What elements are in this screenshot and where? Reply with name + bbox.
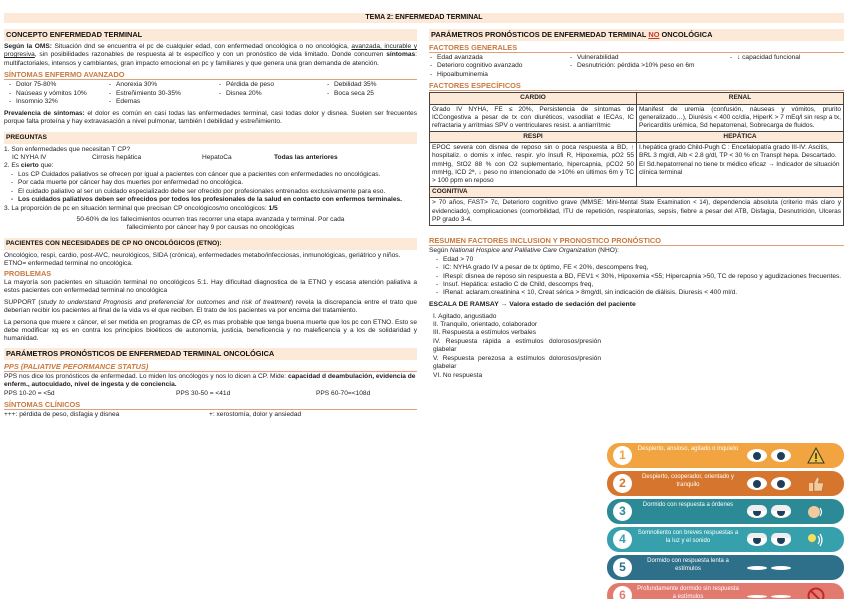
eyes-closed-icon	[747, 561, 791, 574]
pps-text: PPS nos dice los pronósticos de enfermedad. Lo miden los oncólogos y nos lo dicen a CP. Mide: capacidad d deambulación, evidencia de enferm., autocuidado, nivel de ingesta y de conciencia.	[4, 372, 416, 389]
ramsay-list: I. Agitado, angustiado II. Tranquilo, orientado, colaborador III. Respuesta a estímulos verbales IV. Respuesta rápida a estímulos dolorosos/presión glabelar V. Respuesta perezosa a estímulos dolorosos/presión glabelar VI. No respuesta	[433, 312, 601, 379]
sintomas-grid: - Dolor 75-80% - Naúseas y vómitos 10% - Insomnio 32% - Anorexia 30% - Estreñimiento 30-35% - Edemas - Pérdida de peso - Disnea 20% - Debilidad 35% - Boca seca 25	[4, 81, 417, 106]
resumen-heading: RESUMEN FACTORES INCLUSION Y PRONOSTICO PRONÓSTICO	[429, 236, 844, 246]
ramsay-level: 5 Dormido con respuesta lenta a estímulos	[607, 555, 844, 580]
factores-table	[429, 92, 844, 226]
resumen-list: - Edad > 70 - IC: NYHA grado IV a pesar de tx óptimo, FE < 20%, descompens freq, - IRespi: disnea de reposo sin respuesta a BD, FEV1 < 30%, Hipoxemia <55; Hipercapnia >50, TC de reposo y agudizaciones frecuentes. - Insuf. Hepática: estadio C de Child, descomps freq, - IRenal: aclaram.creatinina < 10, Creat sérica > 8mg/dl, sin indicación de diálisis. Diuresis < 400 ml/d.	[429, 256, 844, 298]
problemas-3: La persona que muere x cáncer, el ser metida en programas de CP, es mas probable que tenga buena muerte que los pc con ETNO. Esto se debe modificar xq es en contra los principios bioéticos de autonomía, justicia, beneficencia y no maleficencia y a los de solidaridad y humanidad.	[4, 318, 417, 343]
concepto-heading: CONCEPTO ENFERMEDAD TERMINAL	[4, 29, 417, 41]
q1-options: IC NYHA IV Cirrosis hepática HepatoCa Todas las anteriores	[12, 153, 338, 161]
pps-values: PPS 10-20 = <5d PPS 30-50 = <41d PPS 60-70=<108d	[4, 389, 371, 397]
ramsay-level: 6 Profundamente dormido sin respuesta a estímulos	[607, 583, 844, 599]
renal-header: RENAL	[637, 93, 844, 104]
light-sound-icon	[807, 531, 825, 549]
clinicos-heading: SÍNTOMAS CLÍNICOS	[4, 400, 417, 410]
clinicos-values: +++: pérdida de peso, disfagia y disnea +: xerostomía, dolor y ansiedad	[4, 411, 302, 419]
cardio-cell: Grado IV NYHA, FE ≤ 20%, Persistencia de síntomas de ICCongestiva a pesar de tx con diuréticos, vasodilat e IECAs, IC refractaria y arritmias SPV o ventriculares resist. a antiarrítmic	[430, 104, 637, 132]
respi-header: RESPI	[430, 132, 637, 143]
cog-cell: > 70 años, FAST> 7c, Deterioro cognitivo grave (MMSE: Mini-Mental State Examination < 14), dependencia absoluta (criterio más claro y evidenciado), complicaciones (comorbilidad, ITU de repetición, respiratorias, sepsis, fiebre a pesar del ATB, Disfagia, Desnutrición, Ulceras PP grado 3-4.	[430, 198, 844, 226]
problemas-2: SUPPORT (study to understand Prognosis and preferencial for outcomes and risk of treatment) revela la discrepancia entre el trato que deberían recibir los pacientes al final de la vida vs el que reciben. El trato de los pacientes va por encima del tratamiento.	[4, 298, 417, 315]
param-heading: PARÁMETROS PRONÓSTICOS DE ENFERMEDAD TERMINAL NO ONCOLÓGICA	[429, 29, 844, 41]
preguntas-heading: PREGUNTAS	[4, 132, 417, 144]
concepto-text: Según la OMS: Situación dnd se encuentra el pc de cualquier edad, con enfermedad oncológica o no oncológica, avanzada, incurable y progresiva, sin posibilidades razonables de respuesta al tx específico y con un pronóstico de vida limitado. Donde concurren síntomas: multifactoriales, intensos y cambiantes, gran impacto emocional en pc y familiares y que genera una gran demanda de atención.	[4, 43, 417, 67]
fg-heading: FACTORES GENERALES	[429, 43, 844, 53]
q3-note-1: 50-60% de los fallecimientos ocurren tras recorrer una etapa avanzada y terminal. Por cada	[76, 216, 345, 223]
etno-text: Oncológico, respi, cardio, post-AVC, neurológicos, SIDA (crónica), enfermedades metabo/infecciosas, inmunológicas, geriátrico y niños. ETNO= enfermedad terminal no oncológica.	[4, 251, 401, 268]
cardio-header: CARDIO	[430, 93, 637, 104]
ramsay-heading: ESCALA DE RAMSAY → Valora estado de sedación del paciente	[429, 300, 636, 308]
respi-cell: EPOC severa con disnea de reposo sin o poca respuesta a BD, ↑ hospitaliz. o domis x infec. respir. y/o Insufi R, Hipoxemia, pO2 55 mmHg, StO2 88 % con O2 suplementario, hipercapnia, pCO2 50 mmHg, ICD 2ª, ↓ peso no intencionado de >10% en últimos 6m y TC > 100 ppm en reposo	[430, 143, 637, 187]
q3-note-2: fallecimiento por cáncer hay 9 por causas no oncológicas	[126, 224, 295, 232]
problemas-heading: PROBLEMAS	[4, 268, 52, 278]
ramsay-level: 1 Despierto, ansioso, agitado o inquieto	[607, 443, 844, 468]
hep-header: HEPÁTICA	[637, 132, 844, 143]
speech-icon	[807, 503, 825, 521]
eyes-closed-icon	[747, 589, 791, 599]
eyes-half-closed-icon	[747, 505, 791, 518]
q2: 2. Es cierto que:	[4, 162, 54, 170]
renal-cell: Manifest de uremia (confusión, náuseas y vómitos, prurito generalizado…), Diurésis < 400 cc/día, HiperK > 7 mEq/l sin resp a tx, Pericarditis urémica, Sd hepatorrenal, Sobrecarga de fluidos.	[637, 104, 844, 132]
fe-heading: FACTORES ESPECÍFICOS	[429, 81, 844, 91]
hep-cell: I.hepática grado Child-Pugh C : Encefalopatía grado III-IV: Ascitis, BRL 3 mg/dl, Alb < 2.8 g/dl, TP < 30 % cn Transpl hepa. Descartado. El Sd.hepatorrenal no tiene tx médico eficaz → Indicador de situación clínica terminal	[637, 143, 844, 187]
eyes-half-closed-icon	[747, 533, 791, 546]
prevalencia-text: Prevalencia de síntomas: el dolor es común en casi todas las enfermedades terminal, casi todas dolor y disnea. Suelen ser frecuentes porque falta proteína y hay extravasación a nivel pulmonar, también l debilidad y estreñimiento.	[4, 109, 417, 126]
q3: 3. La proporción de pc en situación terminal que precisan CP oncológicos/no oncológicos: 1/5	[4, 204, 278, 212]
pronostico-heading: PARÁMETROS PRONÓSTICOS DE ENFERMEDAD TERMINAL ONCOLÓGICA	[4, 348, 417, 360]
problemas-1: La mayoría son pacientes en situación terminal no oncológicos 5:1. Hay dificultad diagnostica de la ETNO y escasa atención paliativa a estos pacientes con enfermedad terminal no oncológica	[4, 278, 417, 295]
eyes-open-icon	[747, 449, 791, 462]
thumbs-up-icon	[807, 475, 825, 493]
cog-header: COGNITIVA	[430, 187, 844, 198]
eyes-open-icon	[747, 477, 791, 490]
right-column	[429, 29, 844, 599]
sintomas-heading: SÍNTOMAS ENFERMO AVANZADO	[4, 70, 417, 80]
ramsay-level: 4 Somnoliento con breves respuestas a la luz y el sonido	[607, 527, 844, 552]
ramsay-scale-graphic	[607, 443, 844, 599]
document-title: TEMA 2: ENFERMEDAD TERMINAL	[4, 13, 844, 23]
left-column	[4, 29, 417, 599]
warning-icon	[807, 447, 825, 465]
ramsay-level: 2 Despierto, cooperador, orientado y tranquilo	[607, 471, 844, 496]
resumen-source: Según National Hospice and Palliative Care Organization (NHO):	[429, 247, 619, 255]
q2-list: - Los CP Cuidados paliativos se ofrecen por igual a pacientes con cáncer que a pacientes con enfermedades no oncológicas. - Por cada muerte por cáncer hay dos muertes por enfermedad no oncológica. - El cuidado paliativo al ser un cuidado especializado debe ser ofrecido por profesionales entrenados exclusivamente para eso. - Los cuidados paliativos deben ser ofrecidos por todos los profesionales de la salud en contacto con enfermos terminales.	[4, 171, 417, 205]
ramsay-level: 3 Dormido con respuesta a órdenes	[607, 499, 844, 524]
etno-heading: PACIENTES CON NECESIDADES DE CP NO ONCOLÓGICOS (ETNO):	[4, 238, 417, 250]
pps-heading: PPS (PALIATIVE PEFORMANCE STATUS)	[4, 362, 417, 372]
fg-grid: - Edad avanzada - Deterioro cognitivo avanzado - Hipoalbuminemia - Vulnerabilidad - Desnutrición: pérdida >10% peso en 6m - ↓ capacidad funcional	[429, 54, 844, 79]
no-response-icon	[807, 587, 825, 599]
q1: 1. Son enfermedades que necesitan T CP?	[4, 145, 131, 153]
